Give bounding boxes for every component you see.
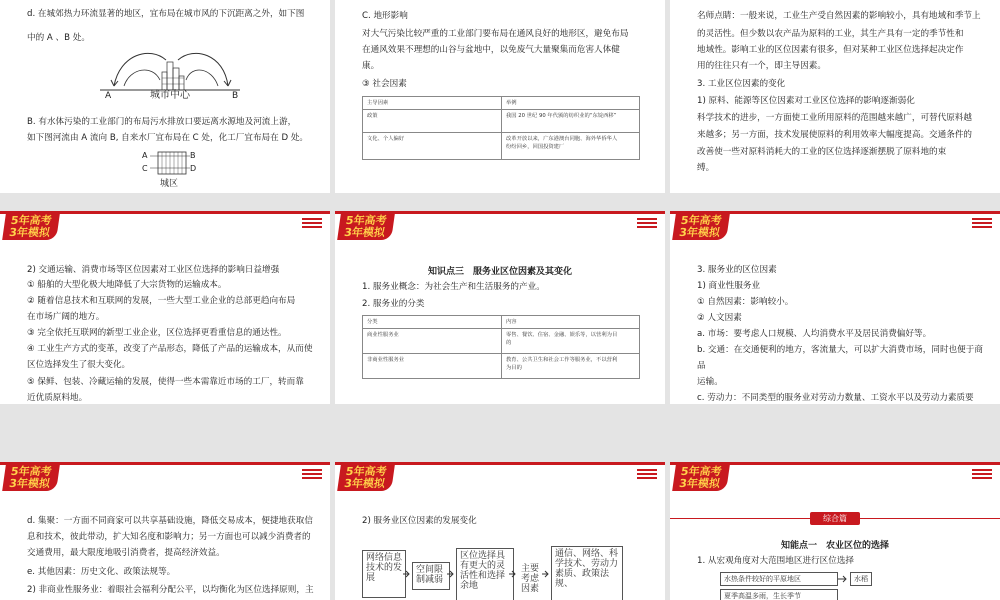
book-logo: 5年高考 3年模拟: [337, 214, 395, 240]
text-line: 交通费用，最大限度地吸引消费者，提高经济效益。: [27, 548, 225, 558]
slide-header: [670, 462, 1000, 492]
flow-box: 通信、网络、科学技术、劳动力素质、政策法规、: [551, 546, 623, 600]
text-line: 康。: [362, 61, 380, 71]
text-line: ③ 完全依托互联网的新型工业企业，区位选择更看重信息的通达性。: [27, 328, 287, 338]
text-line: 区位选择发生了很大变化。: [27, 360, 131, 370]
text-line: a. 市场：要考虑人口规模、人均消费水平及居民消费偏好等。: [697, 329, 932, 339]
text-line: ③ 社会因素: [362, 79, 407, 89]
brand-mark-icon: [302, 218, 322, 232]
service-classification-table: [362, 315, 640, 379]
text-line: 近优质原料地。: [27, 393, 88, 403]
arrow-icon: [447, 570, 455, 578]
map-box: 水热条件较好的平原地区: [720, 572, 838, 586]
table-cell: 商业性服务业: [363, 329, 502, 354]
table-cell-line: 零售、餐饮、住宿、金融、娱乐等，以营利为目: [506, 332, 618, 338]
brand-mark-icon: [972, 469, 992, 483]
arrow-icon: [838, 575, 848, 583]
flow-box: 空间限制减弱: [412, 562, 450, 590]
slide-5[interactable]: [335, 211, 665, 404]
table-header: 主导因素: [363, 97, 502, 110]
text-line: B. 有水体污染的工业部门的布局污水排放口要远离水源地及河流上游，: [27, 117, 297, 127]
text-line: d. 集聚：一方面不同商家可以共享基础设施，降低交易成本，便捷地获取信: [27, 516, 313, 526]
table-cell: 非商业性服务业: [363, 354, 502, 379]
arrow-icon: [403, 570, 411, 578]
text-line: 地域性。影响工业的区位因素有很多，但对某种工业区位选择起决定作: [697, 45, 964, 55]
river-city-figure: [150, 150, 190, 180]
slide-8[interactable]: [335, 462, 665, 600]
social-factors-table: [362, 96, 640, 160]
text-line: C. 地形影响: [362, 11, 408, 21]
table-cell-line: 为目的: [506, 365, 522, 371]
section-badge: 综合篇: [810, 512, 860, 525]
figure2-label-b: B: [190, 151, 196, 160]
table-cell: [502, 329, 640, 354]
table-header: 举例: [502, 97, 640, 110]
table-header: 分类: [363, 316, 502, 329]
table-cell: 政策: [363, 110, 502, 133]
section-title: 知能点一 农业区位的选择: [780, 541, 889, 551]
text-line: b. 交通：在交通便利的地方，客流量大，可以扩大消费市场，同时也便于商: [697, 345, 983, 355]
text-line: ① 船舶的大型化极大地降低了大宗货物的运输成本。: [27, 280, 227, 290]
figure2-label-a: A: [142, 151, 148, 160]
flow-box: 区位选择具有更大的灵活性和选择余地: [456, 548, 514, 600]
figure2-label-c: C: [142, 164, 148, 173]
text-line: 1. 从宏观角度对大范围地区进行区位选择: [697, 556, 855, 566]
text-line: e. 其他因素：历史文化、政策法规等。: [27, 567, 176, 577]
text-line: d. 在城郊热力环流显著的地区，宜布局在城市风的下沉距离之外，如下图: [27, 9, 305, 19]
text-line: ① 自然因素：影响较小。: [697, 297, 794, 307]
book-logo: 5年高考 3年模拟: [672, 214, 730, 240]
text-line: 中的 A 、B 处。: [27, 33, 90, 43]
text-line: 用的往往只有一个，即主导因素。: [697, 61, 826, 71]
text-line: 2) 非商业性服务业：着眼社会福利分配公平，以均衡化为区位选择原则，主: [27, 585, 314, 595]
table-cell-line: 改革开放以来，广东港澳台同胞、海外华侨华人: [506, 136, 618, 142]
text-line: 3. 服务业的区位因素: [697, 265, 777, 275]
figure2-label-city: 城区: [160, 179, 179, 189]
figure-label-a: A: [105, 91, 112, 101]
book-logo: 5年高考 3年模拟: [2, 465, 60, 491]
brand-mark-icon: [637, 469, 657, 483]
text-line: 品: [697, 361, 706, 371]
slide-2[interactable]: [335, 0, 665, 193]
text-line: 1) 原料、能源等区位因素对工业区位选择的影响逐渐弱化: [697, 96, 915, 106]
text-line: 2) 交通运输、消费市场等区位因素对工业区位选择的影响日益增强: [27, 265, 280, 275]
text-line: 在通风效果不理想的山谷与盆地中，以免废气大量聚集而危害人体健: [362, 45, 620, 55]
text-line: ② 人文因素: [697, 313, 742, 323]
text-line: 1) 商业性服务业: [697, 281, 761, 291]
brand-mark-icon: [972, 218, 992, 232]
figure-label-city-center: 城市中心: [150, 90, 190, 101]
table-cell: [502, 133, 640, 160]
text-line: 改善使一些对原料消耗大的工业的区位选择逐渐摆脱了原料地的束: [697, 147, 947, 157]
text-line: 3. 工业区位因素的变化: [697, 79, 786, 89]
slide-header: [670, 211, 1000, 241]
text-line: 缚。: [697, 163, 715, 173]
table-cell-line: 纷纷回乡，回国投资建厂: [506, 144, 565, 150]
brand-mark-icon: [637, 218, 657, 232]
text-line: ④ 工业生产方式的变革，改变了产品形态，降低了产品的运输成本，从而使: [27, 344, 313, 354]
flow-label: 主要考虑因素: [518, 562, 548, 588]
text-line: 来越多；另一方面，技术发展使原料的利用效率大幅度提高。交通条件的: [697, 130, 973, 140]
text-line: 运输。: [697, 377, 723, 387]
brand-mark-icon: [302, 469, 322, 483]
arrow-icon: [509, 570, 517, 578]
slide-6[interactable]: [670, 211, 1000, 404]
slide-4[interactable]: [0, 211, 330, 404]
table-cell: 文化、个人偏好: [363, 133, 502, 160]
text-line: 1. 服务业概念：为社会生产和生活服务的产业。: [362, 282, 545, 292]
text-line: 2) 服务业区位因素的发展变化: [362, 516, 477, 526]
flow-box: 网络信息技术的发展: [362, 550, 406, 598]
slide-header: [335, 462, 665, 492]
text-line: 在市场广阔的地方。: [27, 312, 105, 322]
text-line: 2. 服务业的分类: [362, 299, 425, 309]
text-line: 名师点睛：一般来说，工业生产受自然因素的影响较小，具有地域和季节上: [697, 11, 981, 21]
slide-header: [0, 462, 330, 492]
figure2-label-d: D: [190, 164, 197, 173]
table-cell-line: 的: [506, 340, 512, 346]
slide-1[interactable]: [0, 0, 330, 193]
text-line: ⑤ 保鲜、包装、冷藏运输的发展，使得一些本需靠近市场的工厂，转而靠: [27, 377, 304, 387]
figure-label-b: B: [232, 91, 239, 101]
slide-7[interactable]: [0, 462, 330, 600]
text-line: 对大气污染比较严重的工业部门要布局在通风良好的地形区，避免布局: [362, 29, 629, 39]
text-line: 息和技术，彼此带动，扩大知名度和影响力；另一方面也可以减少消费者的: [27, 532, 311, 542]
table-cell: [502, 354, 640, 379]
text-line: 科学技术的进步，一方面使工业所用原料的范围越来越广，可替代原料越: [697, 113, 973, 123]
map-box: 夏季高温多雨，生长季节: [720, 589, 838, 600]
arrow-icon: [542, 570, 550, 578]
table-header: 内容: [502, 316, 640, 329]
book-logo: 5年高考 3年模拟: [672, 465, 730, 491]
text-line: 如下图河流由 A 流向 B, 自来水厂宜布局在 C 处，化工厂宜布局在 D 处。: [27, 133, 309, 143]
book-logo: 5年高考 3年模拟: [337, 465, 395, 491]
map-box: 水稻: [850, 572, 872, 586]
slide-9[interactable]: [670, 462, 1000, 600]
slide-header: [0, 211, 330, 241]
table-cell-line: 教育、公共卫生和社会工作等服务业，不以营利: [506, 357, 618, 363]
table-cell: 我国 20 世纪 90 年代颁的纺织业的“东锭西移”: [502, 110, 640, 133]
slide-header: [335, 211, 665, 241]
book-logo: 5年高考 3年模拟: [2, 214, 60, 240]
text-line: ② 随着信息技术和互联网的发展，一些大型工业企业的总部更趋向布局: [27, 296, 296, 306]
section-title: 知识点三 服务业区位因素及其变化: [427, 267, 572, 277]
text-line: 的灵活性。但少数以农产品为原料的工业，其生产具有一定的季节性和: [697, 29, 964, 39]
text-line: c. 劳动力：不同类型的服务业对劳动力数量、工资水平以及劳动力素质要: [697, 393, 974, 403]
slide-3[interactable]: [670, 0, 1000, 193]
